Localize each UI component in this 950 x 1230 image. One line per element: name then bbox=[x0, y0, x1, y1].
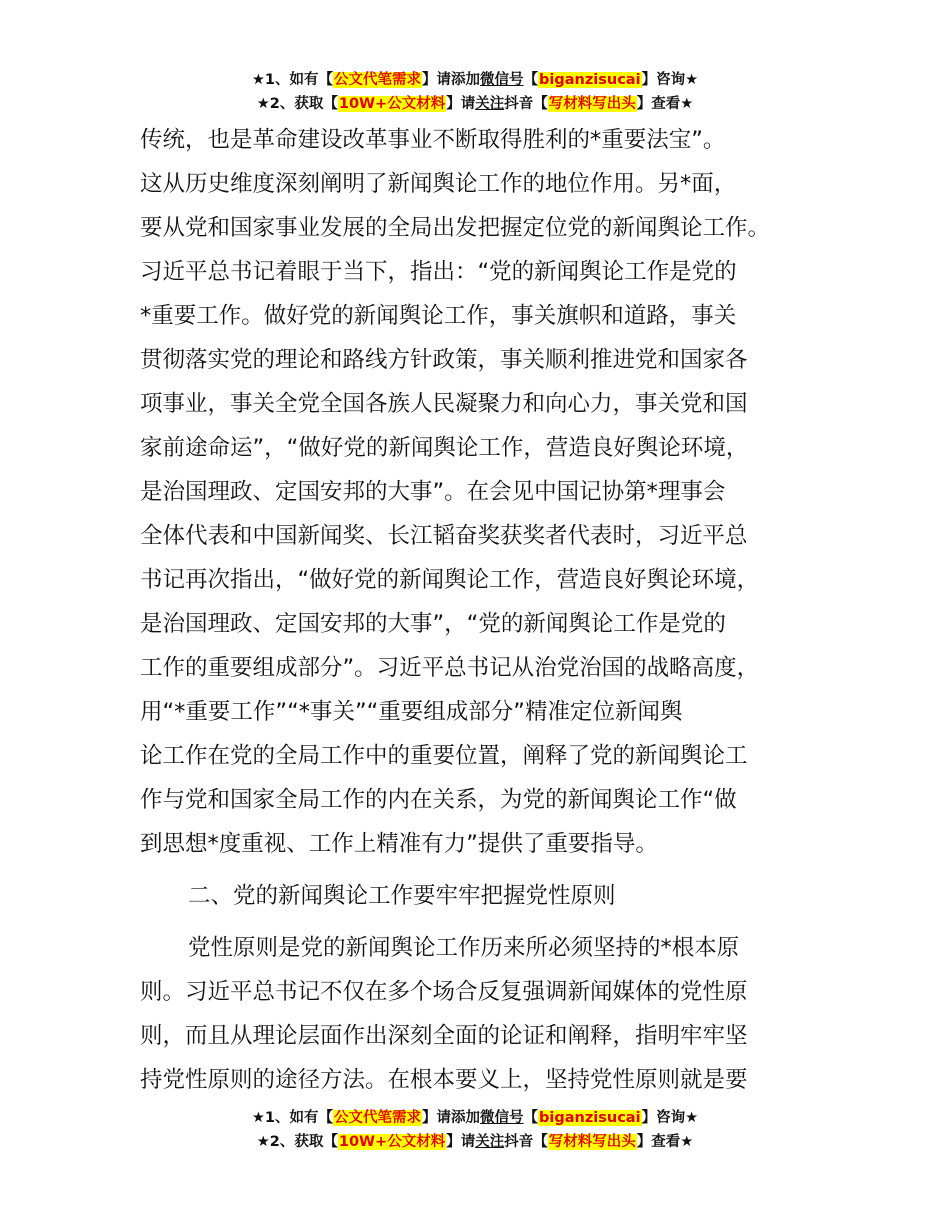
body-line: 用“*重要工作”“*事关”“重要组成部分”精准定位新闻舆 bbox=[140, 699, 683, 725]
banner-text: 】请 bbox=[446, 1134, 476, 1150]
section-heading: 二、党的新闻舆论工作要牢牢把握党性原则 bbox=[188, 883, 616, 909]
highlight-ghostwriting: 公文代笔需求 bbox=[334, 1110, 422, 1126]
banner-text: 【 bbox=[523, 1110, 539, 1126]
body-line: 家前途命运”，“做好党的新闻舆论工作，营造良好舆论环境， bbox=[140, 435, 749, 461]
banner-line-2 bbox=[0, 1130, 950, 1154]
banner-line-1 bbox=[0, 1106, 950, 1130]
highlight-wechat-id: biganzisucai bbox=[539, 72, 641, 88]
banner-text: 】咨询★ bbox=[641, 72, 699, 88]
banner-text: 【 bbox=[523, 72, 539, 88]
body-line: 持党性原则的途径方法。在根本要义上，坚持党性原则就是要 bbox=[140, 1067, 748, 1093]
body-line: 习近平总书记着眼于当下，指出：“党的新闻舆论工作是党的 bbox=[140, 259, 737, 285]
body-line: 论工作在党的全局工作中的重要位置，阐释了党的新闻舆论工 bbox=[140, 743, 748, 769]
body-line: 贯彻落实党的理论和路线方针政策，事关顺利推进党和国家各 bbox=[140, 347, 748, 373]
body-line: 则。习近平总书记不仅在多个场合反复强调新闻媒体的党性原 bbox=[140, 979, 748, 1005]
banner-text: 抖音【 bbox=[504, 1134, 548, 1150]
banner-text: 抖音【 bbox=[504, 96, 548, 112]
banner-underlined-text: 微信号 bbox=[480, 1110, 524, 1126]
body-line: *重要工作。做好党的新闻舆论工作，事关旗帜和道路，事关 bbox=[140, 303, 737, 329]
body-line: 到思想*度重视、工作上精准有力”提供了重要指导。 bbox=[140, 831, 658, 857]
body-line: 是治国理政、定国安邦的大事”。在会见中国记协第*理事会 bbox=[140, 479, 726, 505]
highlight-ghostwriting: 公文代笔需求 bbox=[334, 72, 422, 88]
highlight-douyin-account: 写材料写出头 bbox=[548, 96, 636, 112]
banner-underlined-text: 关注 bbox=[475, 96, 505, 112]
banner-text: ★2、获取【 bbox=[256, 96, 338, 112]
banner-text: 】请添加 bbox=[422, 1110, 481, 1126]
banner-text: 】查看★ bbox=[636, 96, 694, 112]
body-line: 全体代表和中国新闻奖、长江韬奋奖获奖者代表时，习近平总 bbox=[140, 523, 748, 549]
banner-text: ★1、如有【 bbox=[251, 1110, 334, 1126]
header-banner bbox=[0, 68, 950, 116]
highlight-materials: 10W+公文材料 bbox=[338, 1134, 446, 1150]
banner-text: ★1、如有【 bbox=[251, 72, 334, 88]
banner-text: 】请 bbox=[446, 96, 476, 112]
highlight-douyin-account: 写材料写出头 bbox=[548, 1134, 636, 1150]
body-line: 项事业，事关全党全国各族人民凝聚力和向心力，事关党和国 bbox=[140, 391, 748, 417]
banner-line-2 bbox=[0, 92, 950, 116]
banner-underlined-text: 微信号 bbox=[480, 72, 524, 88]
highlight-materials: 10W+公文材料 bbox=[338, 96, 446, 112]
body-line: 则，而且从理论层面作出深刻全面的论证和阐释，指明牢牢坚 bbox=[140, 1023, 748, 1049]
document-body bbox=[140, 118, 840, 1102]
body-line: 工作的重要组成部分”。习近平总书记从治党治国的战略高度， bbox=[140, 655, 760, 681]
body-line: 要从党和国家事业发展的全局出发把握定位党的新闻舆论工作。 bbox=[140, 215, 771, 241]
body-line: 书记再次指出，“做好党的新闻舆论工作，营造良好舆论环境， bbox=[140, 567, 760, 593]
body-line: 传统，也是革命建设改革事业不断取得胜利的*重要法宝”。 bbox=[140, 127, 726, 153]
body-line: 这从历史维度深刻阐明了新闻舆论工作的地位作用。另*面， bbox=[140, 171, 737, 197]
banner-text: 】请添加 bbox=[422, 72, 481, 88]
banner-text: ★2、获取【 bbox=[256, 1134, 338, 1150]
highlight-wechat-id: biganzisucai bbox=[539, 1110, 641, 1126]
banner-text: 】咨询★ bbox=[641, 1110, 699, 1126]
banner-text: 】查看★ bbox=[636, 1134, 694, 1150]
banner-underlined-text: 关注 bbox=[475, 1134, 505, 1150]
banner-line-1 bbox=[0, 68, 950, 92]
body-line: 是治国理政、定国安邦的大事”，“党的新闻舆论工作是党的 bbox=[140, 611, 726, 637]
body-line: 党性原则是党的新闻舆论工作历来所必须坚持的*根本原 bbox=[188, 935, 740, 961]
body-line: 作与党和国家全局工作的内在关系，为党的新闻舆论工作“做 bbox=[140, 787, 737, 813]
footer-banner bbox=[0, 1106, 950, 1154]
